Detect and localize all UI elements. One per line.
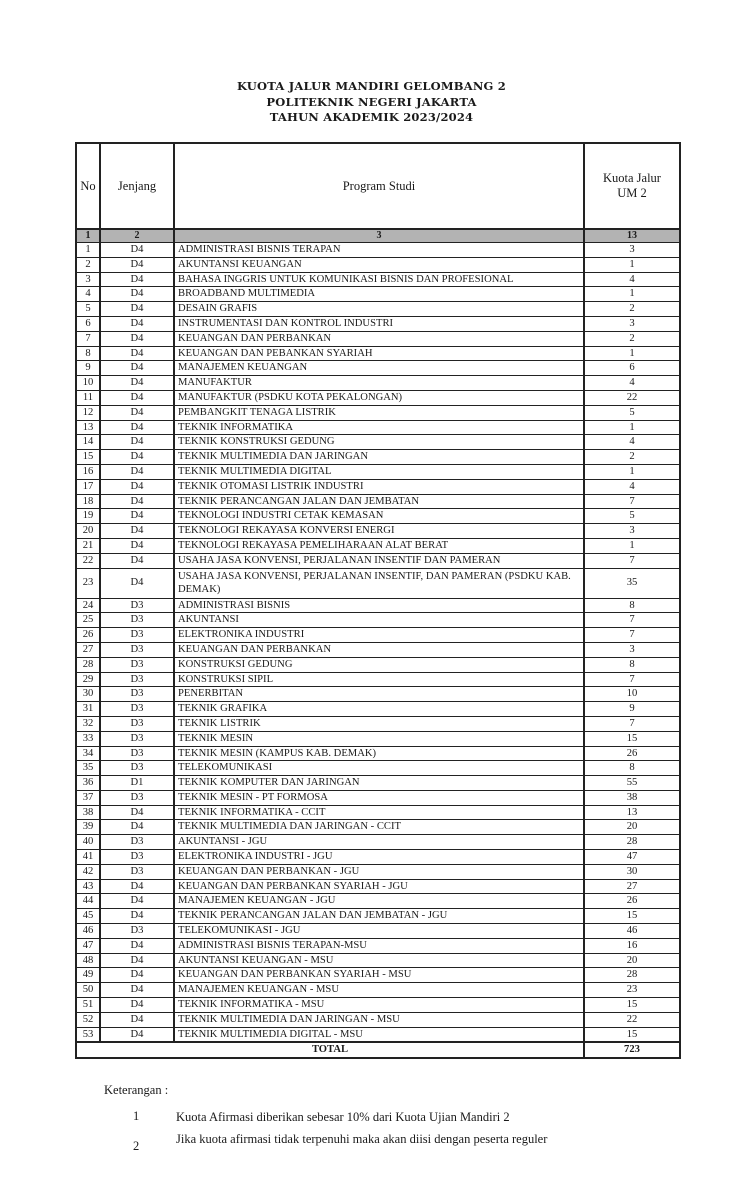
header-jenjang: Jenjang <box>100 143 174 229</box>
row-program-studi: MANUFAKTUR (PSDKU KOTA PEKALONGAN) <box>174 390 584 405</box>
row-no: 13 <box>76 420 100 435</box>
row-no: 52 <box>76 1012 100 1027</box>
table-row <box>76 642 680 657</box>
row-program-studi: DESAIN GRAFIS <box>174 302 584 317</box>
row-kuota: 1 <box>584 420 680 435</box>
table-row <box>76 628 680 643</box>
row-kuota: 20 <box>584 820 680 835</box>
row-kuota: 35 <box>584 568 680 598</box>
row-program-studi: AKUNTANSI - JGU <box>174 835 584 850</box>
row-jenjang: D4 <box>100 879 174 894</box>
row-jenjang: D4 <box>100 331 174 346</box>
table-row <box>76 953 680 968</box>
row-jenjang: D3 <box>100 924 174 939</box>
row-program-studi: INSTRUMENTASI DAN KONTROL INDUSTRI <box>174 316 584 331</box>
title-line-1: KUOTA JALUR MANDIRI GELOMBANG 2 <box>237 79 506 93</box>
row-no: 20 <box>76 524 100 539</box>
row-program-studi: BAHASA INGGRIS UNTUK KOMUNIKASI BISNIS DAN PROFESIONAL <box>174 272 584 287</box>
row-jenjang: D4 <box>100 983 174 998</box>
table-body <box>76 243 680 1043</box>
row-program-studi: AKUNTANSI <box>174 613 584 628</box>
row-kuota: 1 <box>584 538 680 553</box>
row-kuota: 16 <box>584 938 680 953</box>
table-row <box>76 894 680 909</box>
row-kuota: 2 <box>584 450 680 465</box>
table-row <box>76 702 680 717</box>
table-row <box>76 346 680 361</box>
row-jenjang: D4 <box>100 479 174 494</box>
row-no: 26 <box>76 628 100 643</box>
row-jenjang: D1 <box>100 776 174 791</box>
table-row <box>76 316 680 331</box>
row-program-studi: TEKNIK MULTIMEDIA DAN JARINGAN <box>174 450 584 465</box>
row-program-studi: TEKNIK INFORMATIKA - CCIT <box>174 805 584 820</box>
row-no: 41 <box>76 850 100 865</box>
row-program-studi: KEUANGAN DAN PEBANKAN SYARIAH <box>174 346 584 361</box>
table-row <box>76 568 680 598</box>
row-no: 34 <box>76 746 100 761</box>
row-program-studi: TEKNIK MESIN (KAMPUS KAB. DEMAK) <box>174 746 584 761</box>
row-no: 11 <box>76 390 100 405</box>
row-jenjang: D3 <box>100 790 174 805</box>
row-no: 16 <box>76 464 100 479</box>
table-row <box>76 287 680 302</box>
row-kuota: 22 <box>584 1012 680 1027</box>
row-no: 23 <box>76 568 100 598</box>
table-row <box>76 776 680 791</box>
row-program-studi: AKUNTANSI KEUANGAN <box>174 257 584 272</box>
row-no: 12 <box>76 405 100 420</box>
row-program-studi: KEUANGAN DAN PERBANKAN - JGU <box>174 864 584 879</box>
row-no: 5 <box>76 302 100 317</box>
row-no: 31 <box>76 702 100 717</box>
table-row <box>76 243 680 258</box>
table-row <box>76 613 680 628</box>
row-program-studi: KEUANGAN DAN PERBANKAN <box>174 331 584 346</box>
notes-title: Keterangan : <box>104 1083 169 1097</box>
row-no: 10 <box>76 376 100 391</box>
table-row <box>76 835 680 850</box>
row-kuota: 1 <box>584 257 680 272</box>
row-jenjang: D3 <box>100 642 174 657</box>
table-row <box>76 509 680 524</box>
table-row <box>76 361 680 376</box>
row-no: 25 <box>76 613 100 628</box>
row-kuota: 1 <box>584 287 680 302</box>
table-row <box>76 864 680 879</box>
row-no: 32 <box>76 716 100 731</box>
row-no: 36 <box>76 776 100 791</box>
row-jenjang: D3 <box>100 672 174 687</box>
row-program-studi: TEKNIK OTOMASI LISTRIK INDUSTRI <box>174 479 584 494</box>
header-kuota-line-1: Kuota Jalur <box>603 171 661 185</box>
row-kuota: 7 <box>584 494 680 509</box>
column-number-kuota: 13 <box>584 229 680 243</box>
row-program-studi: TELEKOMUNIKASI - JGU <box>174 924 584 939</box>
table-row <box>76 435 680 450</box>
row-kuota: 30 <box>584 864 680 879</box>
row-jenjang: D3 <box>100 864 174 879</box>
row-program-studi: AKUNTANSI KEUANGAN - MSU <box>174 953 584 968</box>
note-item <box>104 1131 664 1154</box>
table-row <box>76 553 680 568</box>
note-number: 1 <box>133 1109 140 1123</box>
table-row <box>76 450 680 465</box>
row-kuota: 23 <box>584 983 680 998</box>
row-program-studi: TEKNOLOGI INDUSTRI CETAK KEMASAN <box>174 509 584 524</box>
row-jenjang: D4 <box>100 316 174 331</box>
table-row <box>76 909 680 924</box>
row-program-studi: TEKNIK LISTRIK <box>174 716 584 731</box>
row-no: 4 <box>76 287 100 302</box>
row-no: 30 <box>76 687 100 702</box>
table-row <box>76 257 680 272</box>
row-no: 33 <box>76 731 100 746</box>
row-jenjang: D4 <box>100 243 174 258</box>
row-no: 7 <box>76 331 100 346</box>
row-kuota: 7 <box>584 672 680 687</box>
row-kuota: 4 <box>584 435 680 450</box>
row-no: 50 <box>76 983 100 998</box>
row-kuota: 6 <box>584 361 680 376</box>
row-kuota: 22 <box>584 390 680 405</box>
row-program-studi: KEUANGAN DAN PERBANKAN <box>174 642 584 657</box>
row-jenjang: D4 <box>100 376 174 391</box>
row-no: 2 <box>76 257 100 272</box>
row-no: 3 <box>76 272 100 287</box>
row-jenjang: D3 <box>100 702 174 717</box>
row-kuota: 10 <box>584 687 680 702</box>
row-jenjang: D3 <box>100 657 174 672</box>
row-kuota: 4 <box>584 272 680 287</box>
row-kuota: 15 <box>584 909 680 924</box>
row-jenjang: D4 <box>100 524 174 539</box>
row-jenjang: D4 <box>100 968 174 983</box>
row-kuota: 7 <box>584 553 680 568</box>
total-row <box>76 1042 680 1058</box>
notes-section <box>104 1083 664 1160</box>
table-row <box>76 494 680 509</box>
row-no: 51 <box>76 998 100 1013</box>
row-no: 35 <box>76 761 100 776</box>
row-jenjang: D4 <box>100 953 174 968</box>
table-row <box>76 790 680 805</box>
table-row <box>76 805 680 820</box>
row-no: 53 <box>76 1027 100 1042</box>
row-no: 29 <box>76 672 100 687</box>
row-jenjang: D4 <box>100 553 174 568</box>
row-kuota: 47 <box>584 850 680 865</box>
row-no: 1 <box>76 243 100 258</box>
row-program-studi: TEKNIK KONSTRUKSI GEDUNG <box>174 435 584 450</box>
row-program-studi: PENERBITAN <box>174 687 584 702</box>
table-row <box>76 968 680 983</box>
row-program-studi: PEMBANGKIT TENAGA LISTRIK <box>174 405 584 420</box>
row-jenjang: D4 <box>100 405 174 420</box>
row-program-studi: TEKNIK MULTIMEDIA DAN JARINGAN - MSU <box>174 1012 584 1027</box>
row-kuota: 2 <box>584 302 680 317</box>
row-kuota: 3 <box>584 642 680 657</box>
row-no: 24 <box>76 598 100 613</box>
row-jenjang: D4 <box>100 390 174 405</box>
row-program-studi: TEKNIK MESIN <box>174 731 584 746</box>
row-program-studi: KEUANGAN DAN PERBANKAN SYARIAH - JGU <box>174 879 584 894</box>
row-program-studi: ADMINISTRASI BISNIS <box>174 598 584 613</box>
row-kuota: 3 <box>584 524 680 539</box>
row-kuota: 15 <box>584 998 680 1013</box>
row-no: 18 <box>76 494 100 509</box>
row-jenjang: D3 <box>100 746 174 761</box>
row-jenjang: D4 <box>100 287 174 302</box>
row-no: 22 <box>76 553 100 568</box>
row-jenjang: D4 <box>100 538 174 553</box>
row-program-studi: MANUFAKTUR <box>174 376 584 391</box>
row-jenjang: D4 <box>100 272 174 287</box>
row-no: 37 <box>76 790 100 805</box>
row-program-studi: TEKNIK INFORMATIKA <box>174 420 584 435</box>
header-program-studi: Program Studi <box>174 143 584 229</box>
row-jenjang: D4 <box>100 420 174 435</box>
row-kuota: 3 <box>584 316 680 331</box>
row-program-studi: KONSTRUKSI GEDUNG <box>174 657 584 672</box>
row-jenjang: D4 <box>100 820 174 835</box>
row-program-studi: TEKNOLOGI REKAYASA KONVERSI ENERGI <box>174 524 584 539</box>
row-jenjang: D4 <box>100 938 174 953</box>
row-kuota: 7 <box>584 628 680 643</box>
row-kuota: 2 <box>584 331 680 346</box>
table-row <box>76 924 680 939</box>
total-value: 723 <box>584 1042 680 1058</box>
table-row <box>76 850 680 865</box>
row-kuota: 5 <box>584 405 680 420</box>
row-program-studi: TEKNIK PERANCANGAN JALAN DAN JEMBATAN <box>174 494 584 509</box>
header-kuota <box>584 143 680 229</box>
row-program-studi: MANAJEMEN KEUANGAN - MSU <box>174 983 584 998</box>
table-row <box>76 998 680 1013</box>
row-kuota: 15 <box>584 731 680 746</box>
table-row <box>76 1027 680 1042</box>
row-kuota: 4 <box>584 479 680 494</box>
row-no: 28 <box>76 657 100 672</box>
total-label: TOTAL <box>76 1042 584 1058</box>
table-row <box>76 331 680 346</box>
row-program-studi: BROADBAND MULTIMEDIA <box>174 287 584 302</box>
row-kuota: 3 <box>584 243 680 258</box>
title-line-3: TAHUN AKADEMIK 2023/2024 <box>269 110 474 124</box>
table-header-row <box>76 143 680 229</box>
row-kuota: 20 <box>584 953 680 968</box>
table-row <box>76 538 680 553</box>
row-jenjang: D4 <box>100 346 174 361</box>
row-jenjang: D4 <box>100 435 174 450</box>
row-kuota: 55 <box>584 776 680 791</box>
row-no: 19 <box>76 509 100 524</box>
table-row <box>76 761 680 776</box>
row-program-studi: ELEKTRONIKA INDUSTRI - JGU <box>174 850 584 865</box>
row-jenjang: D4 <box>100 361 174 376</box>
row-program-studi: MANAJEMEN KEUANGAN - JGU <box>174 894 584 909</box>
row-kuota: 15 <box>584 1027 680 1042</box>
table-row <box>76 672 680 687</box>
table-row <box>76 420 680 435</box>
note-item <box>104 1109 664 1125</box>
row-program-studi: ADMINISTRASI BISNIS TERAPAN-MSU <box>174 938 584 953</box>
row-no: 21 <box>76 538 100 553</box>
row-no: 47 <box>76 938 100 953</box>
row-no: 27 <box>76 642 100 657</box>
row-kuota: 7 <box>584 716 680 731</box>
table-row <box>76 524 680 539</box>
quota-table <box>75 142 681 1059</box>
table-row <box>76 746 680 761</box>
table-row <box>76 820 680 835</box>
row-program-studi: TEKNIK GRAFIKA <box>174 702 584 717</box>
row-no: 17 <box>76 479 100 494</box>
row-no: 42 <box>76 864 100 879</box>
row-program-studi: TEKNIK MESIN - PT FORMOSA <box>174 790 584 805</box>
row-no: 49 <box>76 968 100 983</box>
row-no: 38 <box>76 805 100 820</box>
column-number-jenjang: 2 <box>100 229 174 243</box>
row-kuota: 9 <box>584 702 680 717</box>
row-jenjang: D4 <box>100 509 174 524</box>
row-jenjang: D4 <box>100 998 174 1013</box>
row-no: 8 <box>76 346 100 361</box>
row-kuota: 8 <box>584 598 680 613</box>
header-kuota-line-2: UM 2 <box>617 186 647 200</box>
table-row <box>76 598 680 613</box>
row-kuota: 46 <box>584 924 680 939</box>
row-no: 46 <box>76 924 100 939</box>
row-program-studi: TEKNIK KOMPUTER DAN JARINGAN <box>174 776 584 791</box>
row-jenjang: D3 <box>100 613 174 628</box>
row-program-studi: KONSTRUKSI SIPIL <box>174 672 584 687</box>
row-kuota: 38 <box>584 790 680 805</box>
document-title <box>0 79 743 126</box>
row-kuota: 26 <box>584 746 680 761</box>
row-jenjang: D4 <box>100 909 174 924</box>
row-program-studi: USAHA JASA KONVENSI, PERJALANAN INSENTIF, DAN PAMERAN (PSDKU KAB. DEMAK) <box>174 568 584 598</box>
table-row <box>76 376 680 391</box>
row-no: 43 <box>76 879 100 894</box>
table-row <box>76 657 680 672</box>
table-row <box>76 405 680 420</box>
row-jenjang: D4 <box>100 494 174 509</box>
row-jenjang: D4 <box>100 805 174 820</box>
row-jenjang: D3 <box>100 850 174 865</box>
column-number-program-studi: 3 <box>174 229 584 243</box>
row-program-studi: KEUANGAN DAN PERBANKAN SYARIAH - MSU <box>174 968 584 983</box>
row-program-studi: TEKNOLOGI REKAYASA PEMELIHARAAN ALAT BERAT <box>174 538 584 553</box>
row-kuota: 8 <box>584 761 680 776</box>
row-program-studi: TELEKOMUNIKASI <box>174 761 584 776</box>
row-jenjang: D3 <box>100 761 174 776</box>
note-text: Jika kuota afirmasi tidak terpenuhi maka akan diisi dengan peserta reguler <box>176 1132 548 1146</box>
row-program-studi: ADMINISTRASI BISNIS TERAPAN <box>174 243 584 258</box>
row-kuota: 4 <box>584 376 680 391</box>
table-row <box>76 479 680 494</box>
row-no: 14 <box>76 435 100 450</box>
row-program-studi: TEKNIK MULTIMEDIA DAN JARINGAN - CCIT <box>174 820 584 835</box>
note-text: Kuota Afirmasi diberikan sebesar 10% dari Kuota Ujian Mandiri 2 <box>176 1110 510 1124</box>
table-row <box>76 464 680 479</box>
row-program-studi: TEKNIK MULTIMEDIA DIGITAL <box>174 464 584 479</box>
table-row <box>76 390 680 405</box>
row-jenjang: D4 <box>100 1012 174 1027</box>
table-row <box>76 879 680 894</box>
table-row <box>76 983 680 998</box>
row-kuota: 5 <box>584 509 680 524</box>
row-kuota: 7 <box>584 613 680 628</box>
row-jenjang: D3 <box>100 731 174 746</box>
header-no: No <box>76 143 100 229</box>
title-line-2: POLITEKNIK NEGERI JAKARTA <box>266 94 477 109</box>
row-program-studi: TEKNIK INFORMATIKA - MSU <box>174 998 584 1013</box>
table-row <box>76 272 680 287</box>
row-jenjang: D4 <box>100 894 174 909</box>
row-no: 39 <box>76 820 100 835</box>
column-number-no: 1 <box>76 229 100 243</box>
row-jenjang: D4 <box>100 464 174 479</box>
column-number-row <box>76 229 680 243</box>
note-number: 2 <box>133 1139 140 1153</box>
row-jenjang: D4 <box>100 450 174 465</box>
row-kuota: 28 <box>584 835 680 850</box>
table-row <box>76 1012 680 1027</box>
row-kuota: 8 <box>584 657 680 672</box>
row-no: 45 <box>76 909 100 924</box>
row-no: 40 <box>76 835 100 850</box>
table-row <box>76 938 680 953</box>
row-kuota: 28 <box>584 968 680 983</box>
row-jenjang: D3 <box>100 716 174 731</box>
table-row <box>76 716 680 731</box>
row-kuota: 1 <box>584 346 680 361</box>
row-no: 48 <box>76 953 100 968</box>
row-jenjang: D3 <box>100 687 174 702</box>
row-program-studi: TEKNIK PERANCANGAN JALAN DAN JEMBATAN - JGU <box>174 909 584 924</box>
row-jenjang: D3 <box>100 628 174 643</box>
row-program-studi: TEKNIK MULTIMEDIA DIGITAL - MSU <box>174 1027 584 1042</box>
row-kuota: 26 <box>584 894 680 909</box>
table-row <box>76 687 680 702</box>
row-kuota: 13 <box>584 805 680 820</box>
row-program-studi: USAHA JASA KONVENSI, PERJALANAN INSENTIF DAN PAMERAN <box>174 553 584 568</box>
row-jenjang: D3 <box>100 835 174 850</box>
row-no: 44 <box>76 894 100 909</box>
table-row <box>76 302 680 317</box>
row-program-studi: ELEKTRONIKA INDUSTRI <box>174 628 584 643</box>
row-no: 9 <box>76 361 100 376</box>
row-jenjang: D4 <box>100 257 174 272</box>
row-kuota: 27 <box>584 879 680 894</box>
row-no: 15 <box>76 450 100 465</box>
row-no: 6 <box>76 316 100 331</box>
row-kuota: 1 <box>584 464 680 479</box>
row-jenjang: D3 <box>100 598 174 613</box>
row-jenjang: D4 <box>100 568 174 598</box>
row-program-studi: MANAJEMEN KEUANGAN <box>174 361 584 376</box>
row-jenjang: D4 <box>100 302 174 317</box>
row-jenjang: D4 <box>100 1027 174 1042</box>
table-row <box>76 731 680 746</box>
